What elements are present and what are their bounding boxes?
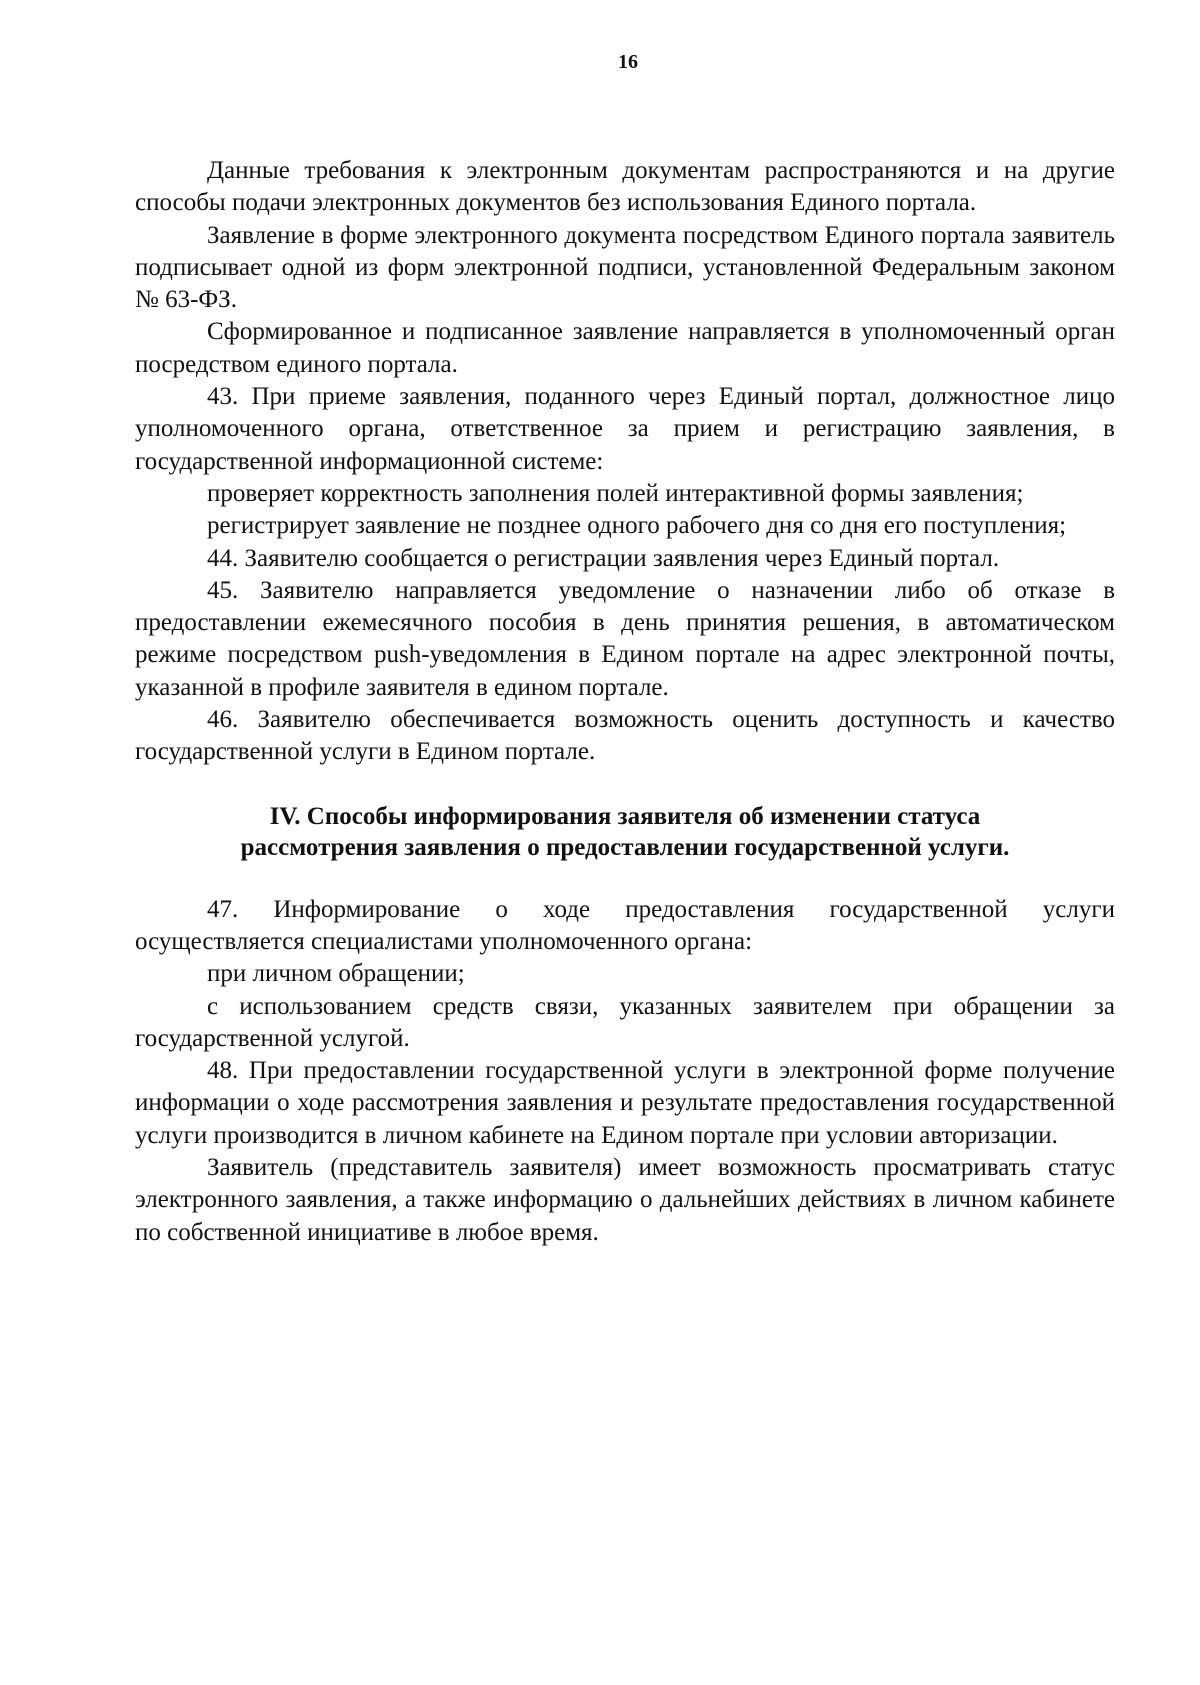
paragraph: Сформированное и подписанное заявление направляется в уполномоченный орган посредством единого портала. [135, 318, 1115, 378]
section-heading [135, 801, 1115, 863]
section-heading-line: рассмотрения заявления о предоставлении государственной услуги. [240, 833, 1010, 861]
paragraph: Данные требования к электронным документам распространяются и на другие способы подачи электронных документов без использования Единого портала. [135, 157, 1115, 217]
paragraph-item-43: 43. При приеме заявления, поданного через Единый портал, должностное лицо уполномоченного органа, ответственное за прием и регистрацию заявления, в государственной информационной системе: [135, 383, 1115, 475]
paragraph: регистрирует заявление не позднее одного рабочего дня со дня его поступления; [207, 512, 1067, 540]
paragraph-item-46: 46. Заявителю обеспечивается возможность оценить доступность и качество государственной услуги в Едином портале. [135, 706, 1115, 766]
paragraph: проверяет корректность заполнения полей интерактивной формы заявления; [207, 479, 1024, 507]
paragraph: Заявитель (представитель заявителя) имеет возможность просматривать статус электронного заявления, а также информацию о дальнейших действиях в личном кабинете по собственной инициативе в любое время. [135, 1154, 1115, 1246]
paragraph: с использованием средств связи, указанных заявителем при обращении за государственной услугой. [135, 992, 1115, 1052]
paragraph-item-48: 48. При предоставлении государственной услуги в электронной форме получение информации о ходе рассмотрения заявления и результате предоставления государственной услуги производится в личном кабинете на Едином портале при условии авторизации. [135, 1057, 1115, 1149]
paragraph-item-47: 47. Информирование о ходе предоставления государственной услуги осуществляется специалистами уполномоченного органа: [135, 895, 1115, 955]
document-body [135, 155, 1115, 1249]
paragraph: при личном обращении; [207, 960, 465, 988]
paragraph-item-45: 45. Заявителю направляется уведомление о назначении либо об отказе в предоставлении ежемесячного пособия в день принятия решения, в автоматическом режиме посредством push-уведомления в Едином портале на адрес электронной почты, указанной в профиле заявителя в едином портале. [135, 576, 1115, 701]
paragraph-item-44: 44. Заявителю сообщается о регистрации заявления через Единый портал. [207, 544, 1000, 572]
section-heading-line: IV. Способы информирования заявителя об изменении статуса [269, 802, 981, 830]
paragraph: Заявление в форме электронного документа посредством Единого портала заявитель подписывает одной из форм электронной подписи, установленной Федеральным законом № 63-ФЗ. [135, 221, 1115, 314]
page-number: 16 [618, 51, 638, 73]
